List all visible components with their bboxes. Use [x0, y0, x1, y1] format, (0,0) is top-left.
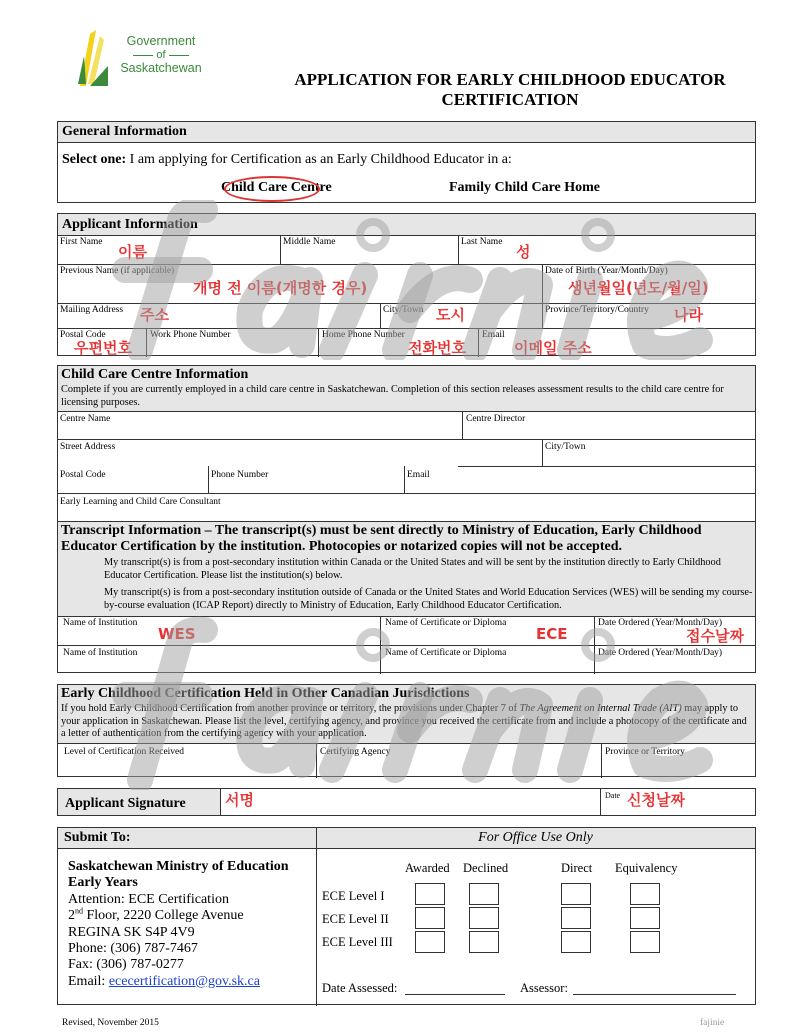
transcript-option-wes[interactable]: My transcript(s) is from a post-secondary institution outside of Canada or the United States and World Education Services (WES) will be sending my course-by-course evaluation (ICAP Report) directly to Ministry of Education, Early Childhood Educator Certification.	[104, 587, 753, 611]
date-ordered-label-2: Date Ordered (Year/Month/Day)	[598, 648, 723, 658]
centre-email-field[interactable]	[404, 466, 757, 493]
centre-postal-code-field[interactable]	[58, 466, 208, 493]
province-annotation: 나라	[674, 306, 703, 324]
postal-code-field[interactable]	[58, 328, 146, 357]
city-annotation: 도시	[436, 306, 465, 324]
postal-code-annotation: 우편번호	[74, 339, 132, 357]
certificate-label-2: Name of Certificate or Diploma	[385, 648, 507, 658]
consultant-label: Early Learning and Child Care Consultant	[60, 497, 221, 507]
transcript-heading	[61, 523, 753, 555]
centre-description: Complete if you are currently employed in a child care centre in Saskatchewan. Completion of this section releases assessment results to the child care centre for licensing purposes.	[61, 384, 724, 408]
section-heading: Early Childhood Certification Held in Other Canadian Jurisdictions	[61, 686, 470, 701]
level-received-label: Level of Certification Received	[64, 747, 185, 757]
transcript-heading-dash: –	[201, 523, 215, 538]
col-awarded: Awarded	[405, 861, 450, 875]
home-phone-label: Home Phone Number	[322, 330, 405, 340]
submit-address	[68, 859, 314, 990]
institution-annotation: WES	[158, 625, 196, 643]
transcript-heading-title: Transcript Information	[61, 523, 202, 538]
section-heading: Applicant Information	[58, 214, 755, 236]
centre-director-field[interactable]	[462, 411, 757, 439]
jurisdictions-section	[57, 684, 756, 777]
date-assessed-label: Date Assessed:	[322, 981, 398, 995]
centre-name-field[interactable]	[58, 411, 462, 439]
certificate-label: Name of Certificate or Diploma	[385, 618, 507, 628]
submit-to-heading: Submit To:	[64, 830, 131, 845]
last-name-annotation: 성	[516, 243, 531, 261]
street-address-field[interactable]	[58, 439, 542, 466]
home-phone-annotation: 전화번호	[408, 339, 466, 357]
mailing-address-field[interactable]	[58, 303, 380, 328]
province-label: Province/Territory/Country	[545, 305, 649, 315]
logo-line3: Saskatchewan	[120, 61, 202, 75]
jurisdictions-text2: may apply to your application in Saskatchewan. Please list the level, certifying agency, and province you received the certificate from and include a photocopy of the certificate and a letter of authentication from the certifying agency with your application.	[61, 703, 747, 739]
option-child-care-centre[interactable]: Child Care Centre	[221, 180, 332, 195]
row-ece-level-2: ECE Level II	[322, 912, 389, 926]
certificate-field-2[interactable]	[380, 645, 594, 674]
date-of-birth-annotation: 생년월일(년도/월/일)	[568, 279, 709, 297]
saskatchewan-logo	[74, 26, 204, 96]
province-territory-label: Province or Territory	[605, 747, 685, 757]
last-name-label: Last Name	[461, 237, 503, 247]
jurisdictions-description	[61, 703, 753, 741]
middle-name-label: Middle Name	[283, 237, 336, 247]
signature-date-label: Date	[605, 791, 621, 800]
page-title	[250, 70, 770, 110]
previous-name-label: Previous Name (if applicable)	[60, 266, 175, 276]
logo-text	[116, 34, 206, 76]
centre-phone-field[interactable]	[208, 466, 404, 493]
centre-director-label: Centre Director	[466, 414, 526, 424]
street-address-label: Street Address	[60, 442, 116, 452]
centre-city-label: City/Town	[545, 442, 586, 452]
logo-line1: Government	[126, 34, 196, 48]
equivalency-level1-checkbox[interactable]	[630, 883, 660, 905]
date-ordered-annotation: 접수날짜	[686, 627, 744, 645]
certificate-field[interactable]	[380, 616, 594, 645]
declined-level1-checkbox[interactable]	[469, 883, 499, 905]
first-name-label: First Name	[60, 237, 103, 247]
institution-label: Name of Institution	[63, 618, 138, 628]
jurisdictions-text1: If you hold Early Childhood Certification from another province or territory, the provisions under Chapter 7 of	[61, 703, 520, 714]
email-annotation: 이메일 주소	[514, 339, 592, 357]
submit-email	[68, 974, 314, 990]
general-information-section	[57, 121, 756, 203]
signature-section	[57, 788, 756, 816]
centre-phone-label: Phone Number	[211, 470, 269, 480]
centre-postal-code-label: Postal Code	[60, 470, 106, 480]
assessor-field[interactable]	[573, 994, 736, 995]
submit-org: Saskatchewan Ministry of Education	[68, 859, 289, 874]
mailing-address-annotation: 주소	[140, 306, 169, 324]
submit-office-section	[57, 827, 756, 1005]
institution-field[interactable]	[58, 616, 380, 645]
mailing-address-label: Mailing Address	[60, 305, 124, 315]
submit-floor	[68, 908, 314, 924]
direct-level2-checkbox[interactable]	[561, 907, 591, 929]
first-name-annotation: 이름	[118, 243, 147, 261]
email-label: Email	[482, 330, 505, 340]
section-heading: General Information	[58, 122, 755, 143]
signature-annotation: 서명	[225, 791, 254, 809]
submit-phone: Phone: (306) 787-7467	[68, 941, 198, 957]
row-ece-level-3: ECE Level III	[322, 935, 393, 949]
city-field[interactable]	[380, 303, 542, 328]
previous-name-annotation: 개명 전 이름(개명한 경우)	[193, 279, 368, 297]
title-line1: APPLICATION FOR EARLY CHILDHOOD EDUCATOR	[294, 70, 726, 89]
centre-email-label: Email	[407, 470, 430, 480]
floor-suffix: nd	[75, 906, 83, 916]
institution-label-2: Name of Institution	[63, 648, 138, 658]
transcript-option-canada-us[interactable]: My transcript(s) is from a post-secondary institution within Canada or the United States and will be sent by the institution directly to Early Childhood Educator Certification. Please list the institution(s) below.	[104, 557, 721, 581]
office-use-heading: For Office Use Only	[478, 830, 593, 845]
declined-level2-checkbox[interactable]	[469, 907, 499, 929]
declined-level3-checkbox[interactable]	[469, 931, 499, 953]
work-phone-field[interactable]	[146, 328, 318, 357]
province-territory-field[interactable]	[601, 743, 757, 776]
direct-level3-checkbox[interactable]	[561, 931, 591, 953]
applicant-information-section	[57, 213, 756, 356]
awarded-level3-checkbox[interactable]	[415, 931, 445, 953]
certificate-annotation: ECE	[536, 625, 568, 643]
date-ordered-field-2[interactable]	[594, 645, 757, 674]
first-name-field[interactable]	[58, 235, 280, 264]
revised-date: Revised, November 2015	[62, 1018, 159, 1028]
col-direct: Direct	[561, 861, 593, 875]
certifying-agency-label: Certifying Agency	[320, 747, 391, 757]
child-care-centre-section	[57, 365, 756, 673]
select-one-instruction: I am applying for Certification as an Early Childhood Educator in a:	[126, 152, 512, 167]
signature-date-annotation: 신청날짜	[627, 791, 685, 809]
centre-name-label: Centre Name	[60, 414, 111, 424]
home-phone-field[interactable]	[318, 328, 478, 357]
logo-line2: of	[156, 49, 166, 61]
date-ordered-label: Date Ordered (Year/Month/Day)	[598, 618, 723, 628]
transcript-heading-rest: The transcript(s) must be sent directly to Ministry of Education, Early Childhood Educator Certification by the institution. Photocopies or notarized copies will not be accepted.	[61, 523, 702, 554]
select-one-text	[62, 152, 512, 168]
centre-city-field[interactable]	[542, 439, 757, 466]
col-equivalency: Equivalency	[615, 861, 678, 875]
jurisdictions-italic: The Agreement on Internal Trade (AIT)	[519, 703, 682, 714]
institution-field-2[interactable]	[58, 645, 380, 674]
submit-dept: Early Years	[68, 875, 138, 891]
date-of-birth-field[interactable]	[542, 264, 757, 303]
floor-address: Floor, 2220 College Avenue	[83, 908, 244, 924]
submit-fax: Fax: (306) 787-0277	[68, 957, 184, 973]
section-heading: Child Care Centre Information	[61, 367, 249, 382]
col-declined: Declined	[463, 861, 509, 875]
last-name-field[interactable]	[458, 235, 757, 264]
logo-wheat-icon	[74, 26, 114, 92]
signature-label: Applicant Signature	[65, 796, 186, 811]
level-received-field[interactable]	[58, 743, 316, 776]
signature-date-field[interactable]	[600, 789, 757, 815]
submit-city: REGINA SK S4P 4V9	[68, 924, 195, 940]
certifying-agency-field[interactable]	[316, 743, 601, 776]
signature-field[interactable]	[220, 789, 600, 815]
watermark-caption: fajinie	[700, 1018, 725, 1028]
selection-circle	[224, 176, 320, 202]
date-of-birth-label: Date of Birth (Year/Month/Day)	[545, 266, 668, 276]
equivalency-level2-checkbox[interactable]	[630, 907, 660, 929]
previous-name-field[interactable]	[58, 264, 542, 303]
title-line2: CERTIFICATION	[441, 90, 579, 109]
row-ece-level-1: ECE Level I	[322, 889, 385, 903]
postal-code-label: Postal Code	[60, 330, 106, 340]
awarded-level1-checkbox[interactable]	[415, 883, 445, 905]
city-label: City/Town	[383, 305, 424, 315]
direct-level1-checkbox[interactable]	[561, 883, 591, 905]
option-family-child-care-home[interactable]: Family Child Care Home	[449, 180, 601, 195]
email-prefix: Email:	[68, 973, 109, 989]
submit-attention: Attention: ECE Certification	[68, 891, 229, 907]
email-link[interactable]: ececertification@gov.sk.ca	[108, 973, 260, 989]
date-ordered-field[interactable]	[594, 616, 757, 645]
floor-number: 2	[68, 908, 75, 924]
work-phone-label: Work Phone Number	[150, 330, 231, 340]
consultant-field[interactable]	[58, 493, 757, 521]
assessor-label: Assessor:	[520, 981, 568, 995]
date-assessed-field[interactable]	[405, 994, 505, 995]
middle-name-field[interactable]	[280, 235, 458, 264]
province-field[interactable]	[542, 303, 757, 328]
awarded-level2-checkbox[interactable]	[415, 907, 445, 929]
select-one-label: Select one:	[62, 152, 127, 167]
equivalency-level3-checkbox[interactable]	[630, 931, 660, 953]
email-field[interactable]	[478, 328, 757, 357]
